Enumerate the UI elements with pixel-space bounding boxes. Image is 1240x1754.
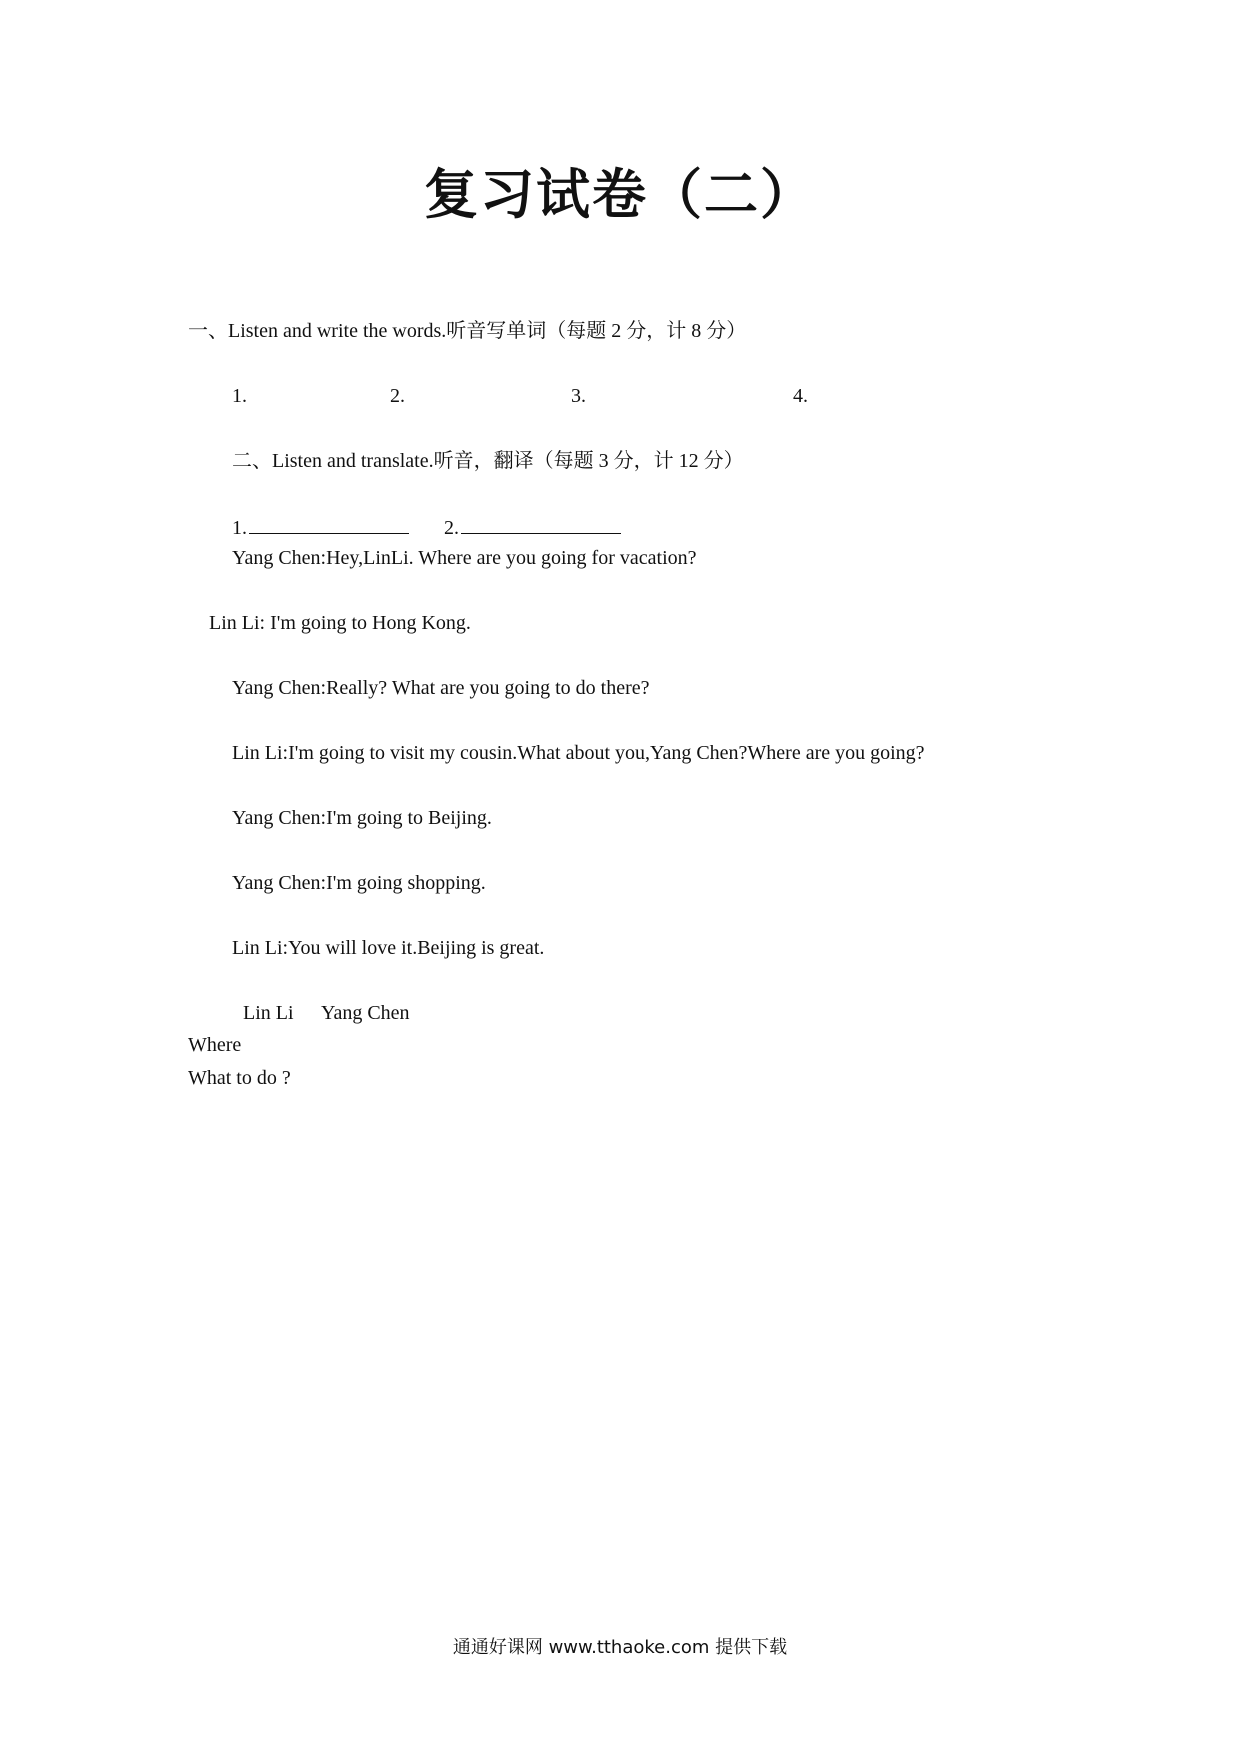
section1-item-4: 4. — [793, 385, 808, 407]
section2-answer-1 — [232, 513, 409, 541]
section1-item-3: 3. — [571, 385, 586, 407]
answer-blank-2[interactable] — [461, 513, 621, 534]
dialogue-line-5: Yang Chen:I'm going to Beijing. — [232, 807, 492, 829]
table-row-where: Where — [188, 1034, 242, 1056]
dialogue-line-6: Yang Chen:I'm going shopping. — [232, 872, 486, 894]
section2-item-1-label: 1. — [232, 517, 247, 539]
table-row-what-to-do: What to do ? — [188, 1067, 291, 1089]
section1-item-1: 1. — [232, 385, 247, 407]
table-header-lin-li: Lin Li — [243, 1002, 294, 1024]
section1-heading: 一、Listen and write the words.听音写单词（每题 2 分，计 8 分） — [188, 320, 747, 342]
dialogue-line-4: Lin Li:I'm going to visit my cousin.What about you,Yang Chen?Where are you going? — [232, 742, 925, 764]
page-footer: 通通好课网 www.tthaoke.com 提供下载 — [452, 1637, 788, 1658]
dialogue-line-3: Yang Chen:Really? What are you going to do there? — [232, 677, 650, 699]
section2-heading: 二、Listen and translate.听音，翻译（每题 3 分，计 12 分） — [232, 450, 744, 472]
page-title: 复习试卷（二） — [424, 163, 816, 226]
dialogue-line-2: Lin Li: I'm going to Hong Kong. — [209, 612, 471, 634]
answer-blank-1[interactable] — [249, 513, 409, 534]
section2-item-2-label: 2. — [444, 517, 459, 539]
section1-item-2: 2. — [390, 385, 405, 407]
table-header-yang-chen: Yang Chen — [321, 1002, 410, 1024]
dialogue-line-1: Yang Chen:Hey,LinLi. Where are you going for vacation? — [232, 547, 697, 569]
section2-answer-2 — [444, 513, 621, 541]
dialogue-line-7: Lin Li:You will love it.Beijing is great. — [232, 937, 545, 959]
